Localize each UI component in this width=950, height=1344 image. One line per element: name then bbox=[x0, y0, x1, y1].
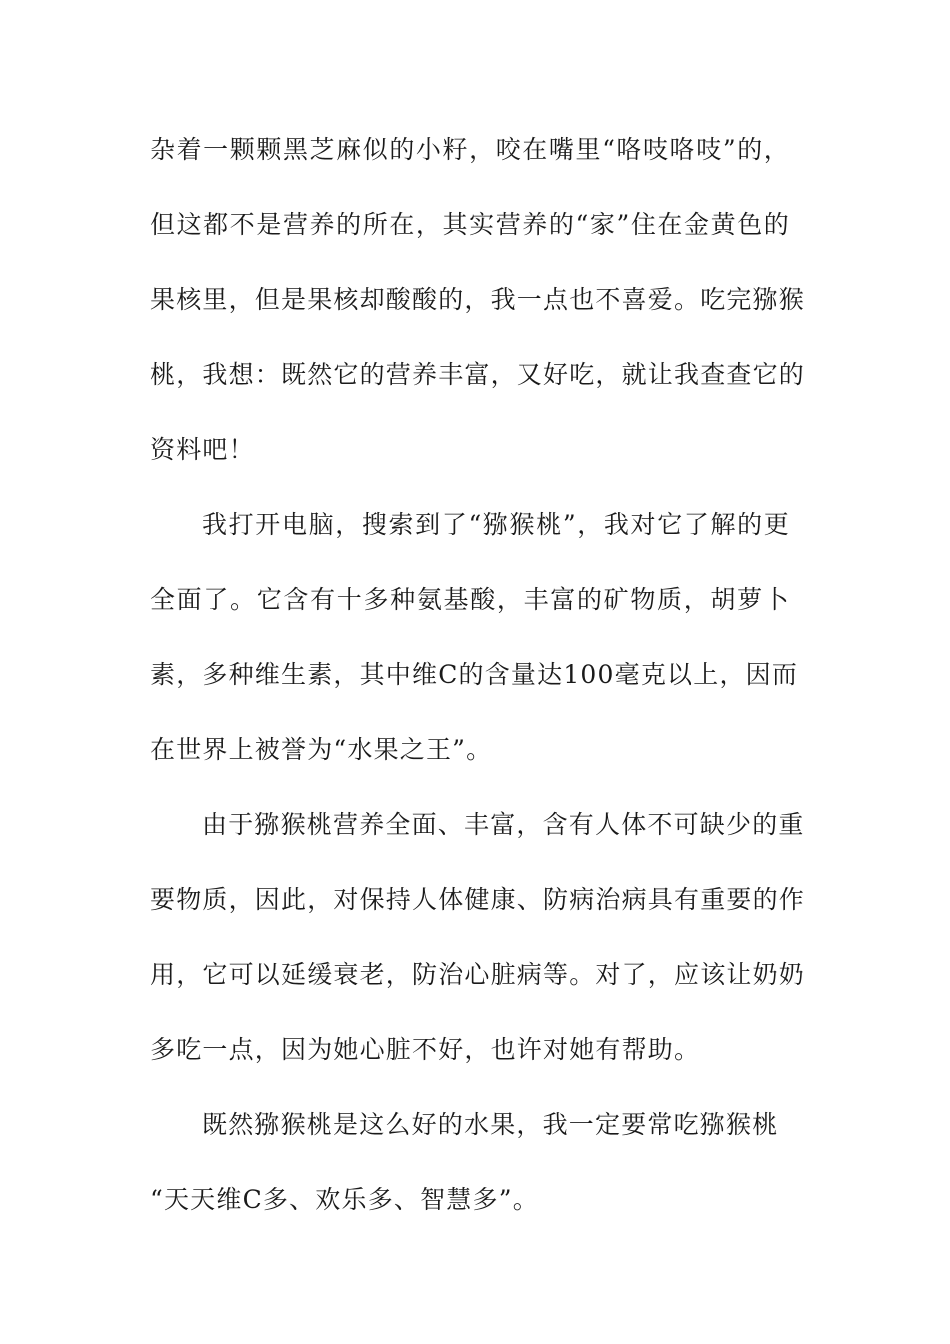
text-line: 但这都不是营养的所在，其实营养的“家”住在金黄色的 bbox=[150, 210, 790, 239]
paragraph-first-line: 既然猕猴桃是这么好的水果，我一定要常吃猕猴桃 bbox=[202, 1110, 779, 1139]
text-line: 多吃一点，因为她心脏不好，也许对她有帮助。 bbox=[150, 1035, 701, 1064]
text-line: 全面了。它含有十多种氨基酸，丰富的矿物质，胡萝卜 bbox=[150, 585, 790, 614]
text-line: 资料吧！ bbox=[150, 435, 255, 464]
text-line: 用，它可以延缓衰老，防治心脏病等。对了，应该让奶奶 bbox=[150, 960, 806, 989]
text-line: 杂着一颗颗黑芝麻似的小籽，咬在嘴里“咯吱咯吱”的， bbox=[150, 135, 790, 164]
text-line: 在世界上被誉为“水果之王”。 bbox=[150, 735, 493, 764]
paragraph-first-line: 由于猕猴桃营养全面、丰富，含有人体不可缺少的重 bbox=[202, 810, 805, 839]
text-line: 素，多种维生素，其中维C的含量达100毫克以上，因而 bbox=[150, 660, 799, 689]
text-line: 要物质，因此，对保持人体健康、防病治病具有重要的作 bbox=[150, 885, 806, 914]
paragraph-first-line: 我打开电脑，搜索到了“猕猴桃”，我对它了解的更 bbox=[202, 510, 790, 539]
text-line: 桃，我想：既然它的营养丰富，又好吃，就让我查查它的 bbox=[150, 360, 806, 389]
text-line: 果核里，但是果核却酸酸的，我一点也不喜爱。吃完猕猴 bbox=[150, 285, 806, 314]
text-line: “天天维C多、欢乐多、智慧多”。 bbox=[150, 1185, 539, 1214]
